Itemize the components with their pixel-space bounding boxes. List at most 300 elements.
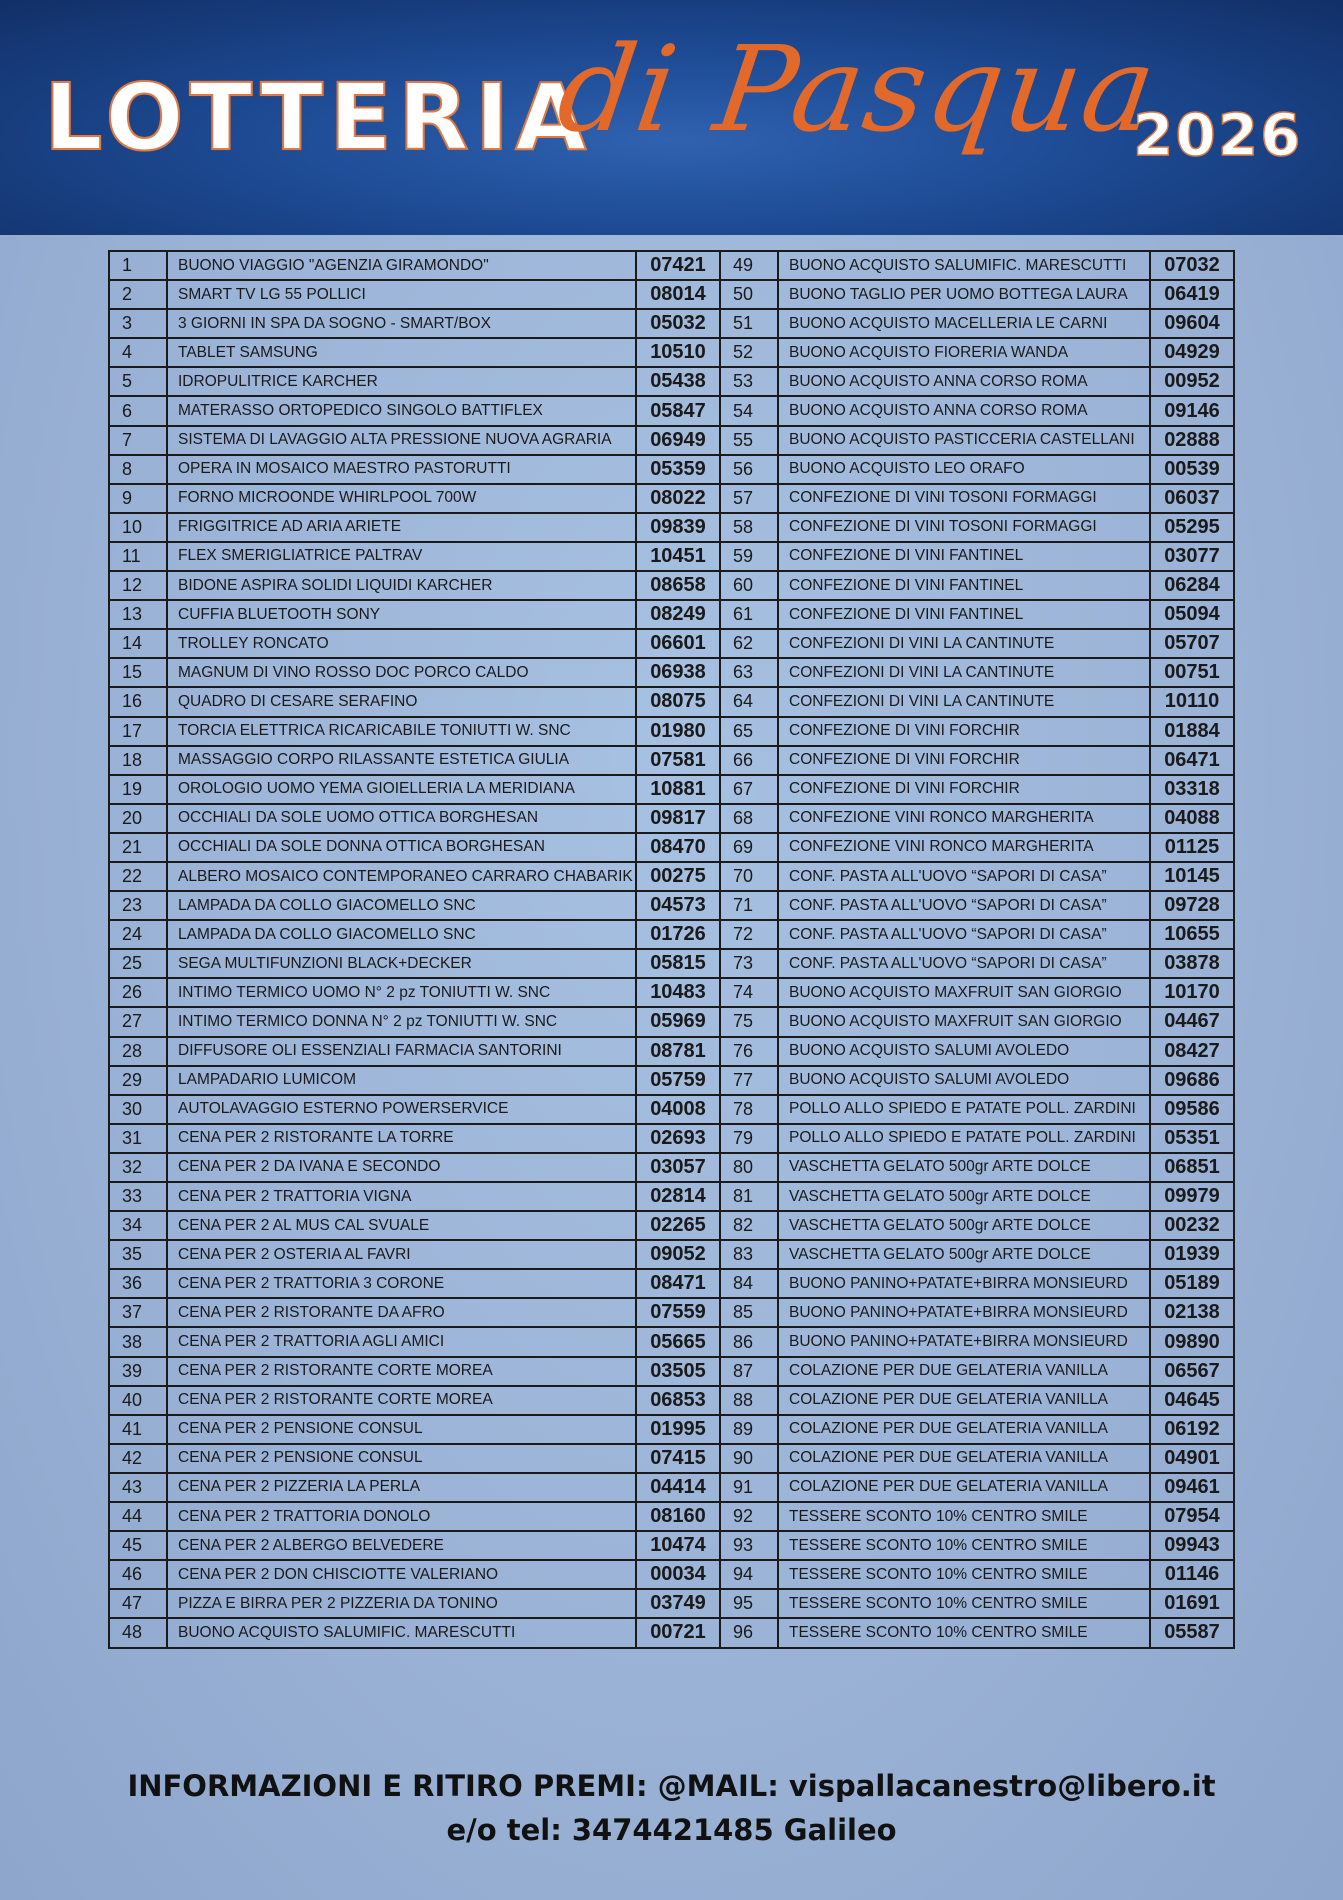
prize-description-left: IDROPULITRICE KARCHER [167, 367, 636, 396]
ticket-code-right: 09943 [1150, 1531, 1234, 1560]
ticket-code-right: 01691 [1150, 1589, 1234, 1618]
prize-number-left: 37 [109, 1298, 167, 1327]
prize-number-right: 80 [720, 1153, 778, 1182]
prize-description-left: SISTEMA DI LAVAGGIO ALTA PRESSIONE NUOVA AGRARIA [167, 426, 636, 455]
prize-number-left: 18 [109, 746, 167, 775]
table-row [109, 1211, 1234, 1240]
table-row [109, 891, 1234, 920]
ticket-code-right: 09890 [1150, 1327, 1234, 1356]
ticket-code-left: 03749 [636, 1589, 720, 1618]
prize-description-left: BUONO ACQUISTO SALUMIFIC. MARESCUTTI [167, 1618, 636, 1647]
table-row [109, 251, 1234, 280]
table-row [109, 426, 1234, 455]
ticket-code-right: 04467 [1150, 1007, 1234, 1036]
ticket-code-right: 05295 [1150, 513, 1234, 542]
ticket-code-right: 08427 [1150, 1037, 1234, 1066]
prize-number-right: 62 [720, 629, 778, 658]
ticket-code-right: 06037 [1150, 484, 1234, 513]
ticket-code-left: 07581 [636, 746, 720, 775]
prize-description-left: CENA PER 2 TRATTORIA VIGNA [167, 1182, 636, 1211]
ticket-code-left: 01980 [636, 717, 720, 746]
ticket-code-left: 05815 [636, 949, 720, 978]
prize-number-left: 7 [109, 426, 167, 455]
prize-description-left: OCCHIALI DA SOLE DONNA OTTICA BORGHESAN [167, 833, 636, 862]
ticket-code-left: 02814 [636, 1182, 720, 1211]
ticket-code-left: 08022 [636, 484, 720, 513]
table-row [109, 1298, 1234, 1327]
prize-number-right: 49 [720, 251, 778, 280]
ticket-code-right: 04088 [1150, 804, 1234, 833]
ticket-code-left: 09052 [636, 1240, 720, 1269]
prize-number-left: 28 [109, 1037, 167, 1066]
prize-number-left: 25 [109, 949, 167, 978]
prize-number-left: 30 [109, 1095, 167, 1124]
prize-description-right: TESSERE SCONTO 10% CENTRO SMILE [778, 1502, 1150, 1531]
prize-number-right: 53 [720, 367, 778, 396]
prize-number-right: 89 [720, 1415, 778, 1444]
ticket-code-left: 08470 [636, 833, 720, 862]
ticket-code-right: 03077 [1150, 542, 1234, 571]
prize-number-right: 84 [720, 1269, 778, 1298]
title-di-pasqua: di Pasqua [550, 20, 1166, 158]
ticket-code-right: 00952 [1150, 367, 1234, 396]
prize-description-right: VASCHETTA GELATO 500gr ARTE DOLCE [778, 1240, 1150, 1269]
prize-number-right: 79 [720, 1124, 778, 1153]
prize-description-left: LAMPADA DA COLLO GIACOMELLO SNC [167, 920, 636, 949]
ticket-code-right: 10145 [1150, 862, 1234, 891]
prize-description-left: SEGA MULTIFUNZIONI BLACK+DECKER [167, 949, 636, 978]
ticket-code-right: 07954 [1150, 1502, 1234, 1531]
prize-description-right: BUONO TAGLIO PER UOMO BOTTEGA LAURA [778, 280, 1150, 309]
table-row [109, 600, 1234, 629]
prize-number-right: 72 [720, 920, 778, 949]
ticket-code-left: 07421 [636, 251, 720, 280]
ticket-code-right: 02138 [1150, 1298, 1234, 1327]
prize-description-right: CONF. PASTA ALL'UOVO “SAPORI DI CASA” [778, 891, 1150, 920]
table-row [109, 1124, 1234, 1153]
table-row [109, 1386, 1234, 1415]
prize-number-left: 2 [109, 280, 167, 309]
prize-number-left: 44 [109, 1502, 167, 1531]
table-row [109, 658, 1234, 687]
prize-number-right: 85 [720, 1298, 778, 1327]
prize-number-right: 78 [720, 1095, 778, 1124]
prize-number-right: 70 [720, 862, 778, 891]
prize-description-right: CONFEZIONI DI VINI LA CANTINUTE [778, 687, 1150, 716]
ticket-code-left: 08658 [636, 571, 720, 600]
prize-description-left: CENA PER 2 TRATTORIA AGLI AMICI [167, 1327, 636, 1356]
prize-description-right: BUONO ACQUISTO ANNA CORSO ROMA [778, 367, 1150, 396]
prize-number-right: 83 [720, 1240, 778, 1269]
prize-description-left: MAGNUM DI VINO ROSSO DOC PORCO CALDO [167, 658, 636, 687]
prize-number-left: 3 [109, 309, 167, 338]
ticket-code-left: 03505 [636, 1357, 720, 1386]
ticket-code-right: 01125 [1150, 833, 1234, 862]
table-row [109, 949, 1234, 978]
ticket-code-right: 03318 [1150, 775, 1234, 804]
ticket-code-right: 04929 [1150, 338, 1234, 367]
ticket-code-left: 03057 [636, 1153, 720, 1182]
prize-number-right: 69 [720, 833, 778, 862]
prize-description-left: FLEX SMERIGLIATRICE PALTRAV [167, 542, 636, 571]
prize-description-left: CENA PER 2 RISTORANTE CORTE MOREA [167, 1386, 636, 1415]
prize-description-left: BIDONE ASPIRA SOLIDI LIQUIDI KARCHER [167, 571, 636, 600]
prize-number-right: 90 [720, 1444, 778, 1473]
prize-number-left: 6 [109, 396, 167, 425]
prize-number-right: 87 [720, 1357, 778, 1386]
ticket-code-right: 09979 [1150, 1182, 1234, 1211]
prize-number-left: 19 [109, 775, 167, 804]
prize-description-right: TESSERE SCONTO 10% CENTRO SMILE [778, 1589, 1150, 1618]
ticket-code-right: 00232 [1150, 1211, 1234, 1240]
ticket-code-right: 05351 [1150, 1124, 1234, 1153]
table-row [109, 978, 1234, 1007]
ticket-code-left: 00275 [636, 862, 720, 891]
prize-number-right: 77 [720, 1066, 778, 1095]
prize-description-left: 3 GIORNI IN SPA DA SOGNO - SMART/BOX [167, 309, 636, 338]
prize-number-right: 61 [720, 600, 778, 629]
prize-number-right: 74 [720, 978, 778, 1007]
ticket-code-left: 09817 [636, 804, 720, 833]
prize-description-right: BUONO PANINO+PATATE+BIRRA MONSIEURD [778, 1269, 1150, 1298]
prize-number-left: 47 [109, 1589, 167, 1618]
prize-number-right: 91 [720, 1473, 778, 1502]
prize-number-left: 27 [109, 1007, 167, 1036]
table-row [109, 1066, 1234, 1095]
table-row [109, 862, 1234, 891]
ticket-code-left: 05665 [636, 1327, 720, 1356]
prize-number-left: 11 [109, 542, 167, 571]
ticket-code-left: 08075 [636, 687, 720, 716]
table-row [109, 1618, 1234, 1647]
ticket-code-left: 07415 [636, 1444, 720, 1473]
table-row [109, 1473, 1234, 1502]
ticket-code-right: 10655 [1150, 920, 1234, 949]
prize-description-right: POLLO ALLO SPIEDO E PATATE POLL. ZARDINI [778, 1095, 1150, 1124]
prize-description-right: TESSERE SCONTO 10% CENTRO SMILE [778, 1618, 1150, 1647]
table-row [109, 1327, 1234, 1356]
prize-description-left: TORCIA ELETTRICA RICARICABILE TONIUTTI W. SNC [167, 717, 636, 746]
prize-description-left: FRIGGITRICE AD ARIA ARIETE [167, 513, 636, 542]
prize-number-left: 9 [109, 484, 167, 513]
table-row [109, 629, 1234, 658]
prize-number-right: 88 [720, 1386, 778, 1415]
prize-table-body [109, 251, 1234, 1648]
prize-number-left: 34 [109, 1211, 167, 1240]
prize-number-right: 71 [720, 891, 778, 920]
table-row [109, 1153, 1234, 1182]
ticket-code-right: 09146 [1150, 396, 1234, 425]
prize-description-left: CENA PER 2 DON CHISCIOTTE VALERIANO [167, 1560, 636, 1589]
table-row [109, 746, 1234, 775]
table-row [109, 1240, 1234, 1269]
prize-description-left: CENA PER 2 PENSIONE CONSUL [167, 1444, 636, 1473]
ticket-code-right: 04645 [1150, 1386, 1234, 1415]
table-row [109, 513, 1234, 542]
prize-description-left: CENA PER 2 AL MUS CAL SVUALE [167, 1211, 636, 1240]
prize-number-right: 76 [720, 1037, 778, 1066]
ticket-code-right: 06471 [1150, 746, 1234, 775]
ticket-code-right: 07032 [1150, 251, 1234, 280]
prize-description-right: CONF. PASTA ALL'UOVO “SAPORI DI CASA” [778, 920, 1150, 949]
table-row [109, 1444, 1234, 1473]
table-row [109, 484, 1234, 513]
prize-description-left: AUTOLAVAGGIO ESTERNO POWERSERVICE [167, 1095, 636, 1124]
ticket-code-left: 08471 [636, 1269, 720, 1298]
contact-email-line: INFORMAZIONI E RITIRO PREMI: @MAIL: vispallacanestro@libero.it [127, 1769, 1216, 1803]
ticket-code-right: 03878 [1150, 949, 1234, 978]
ticket-code-left: 08781 [636, 1037, 720, 1066]
prize-description-left: OPERA IN MOSAICO MAESTRO PASTORUTTI [167, 455, 636, 484]
ticket-code-left: 05759 [636, 1066, 720, 1095]
prize-description-right: BUONO ACQUISTO ANNA CORSO ROMA [778, 396, 1150, 425]
prize-description-right: COLAZIONE PER DUE GELATERIA VANILLA [778, 1386, 1150, 1415]
prize-number-right: 56 [720, 455, 778, 484]
prize-description-left: OROLOGIO UOMO YEMA GIOIELLERIA LA MERIDIANA [167, 775, 636, 804]
prize-number-right: 64 [720, 687, 778, 716]
prize-description-left: DIFFUSORE OLI ESSENZIALI FARMACIA SANTORINI [167, 1037, 636, 1066]
table-row [109, 1182, 1234, 1211]
prize-number-left: 4 [109, 338, 167, 367]
table-row [109, 1095, 1234, 1124]
table-row [109, 309, 1234, 338]
contact-phone-line: e/o tel: 3474421485 Galileo [446, 1813, 897, 1847]
prize-number-left: 13 [109, 600, 167, 629]
ticket-code-right: 06419 [1150, 280, 1234, 309]
ticket-code-right: 06192 [1150, 1415, 1234, 1444]
prize-description-right: BUONO PANINO+PATATE+BIRRA MONSIEURD [778, 1298, 1150, 1327]
table-row [109, 1037, 1234, 1066]
prize-number-left: 17 [109, 717, 167, 746]
ticket-code-left: 06853 [636, 1386, 720, 1415]
prize-description-right: BUONO ACQUISTO SALUMIFIC. MARESCUTTI [778, 251, 1150, 280]
prize-number-right: 75 [720, 1007, 778, 1036]
ticket-code-right: 06851 [1150, 1153, 1234, 1182]
prize-description-right: COLAZIONE PER DUE GELATERIA VANILLA [778, 1444, 1150, 1473]
table-row [109, 804, 1234, 833]
table-row [109, 687, 1234, 716]
contact-footer [0, 1764, 1343, 1852]
prize-number-left: 24 [109, 920, 167, 949]
prize-number-left: 1 [109, 251, 167, 280]
prize-description-right: BUONO ACQUISTO PASTICCERIA CASTELLANI [778, 426, 1150, 455]
prize-number-left: 35 [109, 1240, 167, 1269]
prize-description-left: PIZZA E BIRRA PER 2 PIZZERIA DA TONINO [167, 1589, 636, 1618]
prize-description-right: CONFEZIONE DI VINI FANTINEL [778, 571, 1150, 600]
ticket-code-left: 06601 [636, 629, 720, 658]
prize-description-right: VASCHETTA GELATO 500gr ARTE DOLCE [778, 1211, 1150, 1240]
prize-number-left: 5 [109, 367, 167, 396]
prize-number-right: 60 [720, 571, 778, 600]
ticket-code-right: 05094 [1150, 600, 1234, 629]
ticket-code-left: 04414 [636, 1473, 720, 1502]
ticket-code-right: 10110 [1150, 687, 1234, 716]
prize-description-left: CENA PER 2 TRATTORIA DONOLO [167, 1502, 636, 1531]
prize-description-right: CONFEZIONE VINI RONCO MARGHERITA [778, 804, 1150, 833]
table-row [109, 571, 1234, 600]
header-banner [0, 0, 1343, 235]
prize-description-right: CONFEZIONI DI VINI LA CANTINUTE [778, 629, 1150, 658]
ticket-code-right: 09586 [1150, 1095, 1234, 1124]
ticket-code-right: 09461 [1150, 1473, 1234, 1502]
ticket-code-left: 08160 [636, 1502, 720, 1531]
ticket-code-right: 06567 [1150, 1357, 1234, 1386]
prize-description-right: CONF. PASTA ALL'UOVO “SAPORI DI CASA” [778, 949, 1150, 978]
ticket-code-right: 04901 [1150, 1444, 1234, 1473]
prize-number-left: 8 [109, 455, 167, 484]
ticket-code-left: 01995 [636, 1415, 720, 1444]
prize-number-right: 65 [720, 717, 778, 746]
prize-description-right: TESSERE SCONTO 10% CENTRO SMILE [778, 1531, 1150, 1560]
prize-description-left: CENA PER 2 RISTORANTE CORTE MOREA [167, 1357, 636, 1386]
ticket-code-right: 05707 [1150, 629, 1234, 658]
ticket-code-left: 09839 [636, 513, 720, 542]
prize-number-right: 63 [720, 658, 778, 687]
ticket-code-left: 05032 [636, 309, 720, 338]
prize-description-left: QUADRO DI CESARE SERAFINO [167, 687, 636, 716]
prize-number-left: 22 [109, 862, 167, 891]
prize-number-right: 67 [720, 775, 778, 804]
table-row [109, 338, 1234, 367]
prize-description-right: BUONO ACQUISTO MAXFRUIT SAN GIORGIO [778, 1007, 1150, 1036]
prize-number-right: 93 [720, 1531, 778, 1560]
prize-description-left: CENA PER 2 TRATTORIA 3 CORONE [167, 1269, 636, 1298]
prize-number-right: 55 [720, 426, 778, 455]
table-row [109, 1357, 1234, 1386]
prize-description-right: CONFEZIONE DI VINI FORCHIR [778, 775, 1150, 804]
prize-number-right: 59 [720, 542, 778, 571]
prize-number-left: 29 [109, 1066, 167, 1095]
ticket-code-left: 00034 [636, 1560, 720, 1589]
prize-number-right: 82 [720, 1211, 778, 1240]
ticket-code-right: 00539 [1150, 455, 1234, 484]
prize-number-right: 57 [720, 484, 778, 513]
prize-number-right: 50 [720, 280, 778, 309]
prize-number-left: 42 [109, 1444, 167, 1473]
prize-description-left: CENA PER 2 DA IVANA E SECONDO [167, 1153, 636, 1182]
prize-table [108, 250, 1235, 1649]
prize-number-right: 54 [720, 396, 778, 425]
prize-number-left: 20 [109, 804, 167, 833]
prize-description-left: BUONO VIAGGIO "AGENZIA GIRAMONDO" [167, 251, 636, 280]
table-row [109, 717, 1234, 746]
prize-number-left: 38 [109, 1327, 167, 1356]
ticket-code-left: 04008 [636, 1095, 720, 1124]
prize-number-left: 36 [109, 1269, 167, 1298]
ticket-code-left: 00721 [636, 1618, 720, 1647]
prize-number-left: 46 [109, 1560, 167, 1589]
prize-number-left: 39 [109, 1357, 167, 1386]
prize-number-right: 66 [720, 746, 778, 775]
table-row [109, 1007, 1234, 1036]
prize-number-left: 21 [109, 833, 167, 862]
title-year: 2026 [1133, 101, 1303, 169]
table-row [109, 1502, 1234, 1531]
prize-number-right: 58 [720, 513, 778, 542]
ticket-code-right: 05189 [1150, 1269, 1234, 1298]
prize-number-right: 73 [720, 949, 778, 978]
table-row [109, 920, 1234, 949]
title-lotteria: LOTTERIA [44, 64, 593, 171]
ticket-code-left: 06949 [636, 426, 720, 455]
ticket-code-left: 10881 [636, 775, 720, 804]
prize-number-left: 48 [109, 1618, 167, 1647]
table-row [109, 542, 1234, 571]
table-row [109, 396, 1234, 425]
prize-number-left: 26 [109, 978, 167, 1007]
prize-number-right: 86 [720, 1327, 778, 1356]
table-row [109, 1531, 1234, 1560]
prize-description-left: CENA PER 2 RISTORANTE LA TORRE [167, 1124, 636, 1153]
prize-number-right: 95 [720, 1589, 778, 1618]
prize-description-right: POLLO ALLO SPIEDO E PATATE POLL. ZARDINI [778, 1124, 1150, 1153]
prize-description-right: CONFEZIONE DI VINI FORCHIR [778, 717, 1150, 746]
prize-description-right: CONFEZIONE DI VINI FORCHIR [778, 746, 1150, 775]
ticket-code-right: 06284 [1150, 571, 1234, 600]
ticket-code-right: 01939 [1150, 1240, 1234, 1269]
ticket-code-left: 10474 [636, 1531, 720, 1560]
prize-number-left: 15 [109, 658, 167, 687]
ticket-code-right: 01884 [1150, 717, 1234, 746]
prize-number-left: 12 [109, 571, 167, 600]
prize-description-right: CONFEZIONI DI VINI LA CANTINUTE [778, 658, 1150, 687]
prize-number-left: 32 [109, 1153, 167, 1182]
table-row [109, 833, 1234, 862]
prize-number-left: 16 [109, 687, 167, 716]
prize-description-left: CENA PER 2 RISTORANTE DA AFRO [167, 1298, 636, 1327]
ticket-code-right: 10170 [1150, 978, 1234, 1007]
prize-number-left: 33 [109, 1182, 167, 1211]
ticket-code-right: 02888 [1150, 426, 1234, 455]
prize-description-left: CENA PER 2 PENSIONE CONSUL [167, 1415, 636, 1444]
ticket-code-right: 01146 [1150, 1560, 1234, 1589]
prize-description-left: MATERASSO ORTOPEDICO SINGOLO BATTIFLEX [167, 396, 636, 425]
prize-number-right: 68 [720, 804, 778, 833]
prize-description-left: CENA PER 2 PIZZERIA LA PERLA [167, 1473, 636, 1502]
prize-description-right: BUONO ACQUISTO SALUMI AVOLEDO [778, 1037, 1150, 1066]
prize-description-right: BUONO PANINO+PATATE+BIRRA MONSIEURD [778, 1327, 1150, 1356]
ticket-code-left: 04573 [636, 891, 720, 920]
table-row [109, 280, 1234, 309]
ticket-code-left: 05438 [636, 367, 720, 396]
table-row [109, 1415, 1234, 1444]
ticket-code-left: 05359 [636, 455, 720, 484]
ticket-code-left: 01726 [636, 920, 720, 949]
prize-description-left: CENA PER 2 ALBERGO BELVEDERE [167, 1531, 636, 1560]
prize-description-right: BUONO ACQUISTO MACELLERIA LE CARNI [778, 309, 1150, 338]
prize-description-right: CONFEZIONE DI VINI TOSONI FORMAGGI [778, 484, 1150, 513]
prize-description-right: CONF. PASTA ALL'UOVO “SAPORI DI CASA” [778, 862, 1150, 891]
prize-description-left: CENA PER 2 OSTERIA AL FAVRI [167, 1240, 636, 1269]
ticket-code-right: 09686 [1150, 1066, 1234, 1095]
table-row [109, 1589, 1234, 1618]
table-row [109, 1269, 1234, 1298]
prize-number-left: 14 [109, 629, 167, 658]
prize-number-right: 51 [720, 309, 778, 338]
ticket-code-left: 08014 [636, 280, 720, 309]
prize-description-left: OCCHIALI DA SOLE UOMO OTTICA BORGHESAN [167, 804, 636, 833]
prize-description-right: BUONO ACQUISTO SALUMI AVOLEDO [778, 1066, 1150, 1095]
prize-description-right: VASCHETTA GELATO 500gr ARTE DOLCE [778, 1153, 1150, 1182]
prize-description-right: VASCHETTA GELATO 500gr ARTE DOLCE [778, 1182, 1150, 1211]
prize-number-right: 52 [720, 338, 778, 367]
prize-description-left: INTIMO TERMICO DONNA N° 2 pz TONIUTTI W. SNC [167, 1007, 636, 1036]
ticket-code-left: 10483 [636, 978, 720, 1007]
ticket-code-left: 02693 [636, 1124, 720, 1153]
prize-number-right: 81 [720, 1182, 778, 1211]
prize-number-left: 40 [109, 1386, 167, 1415]
prize-description-right: COLAZIONE PER DUE GELATERIA VANILLA [778, 1357, 1150, 1386]
